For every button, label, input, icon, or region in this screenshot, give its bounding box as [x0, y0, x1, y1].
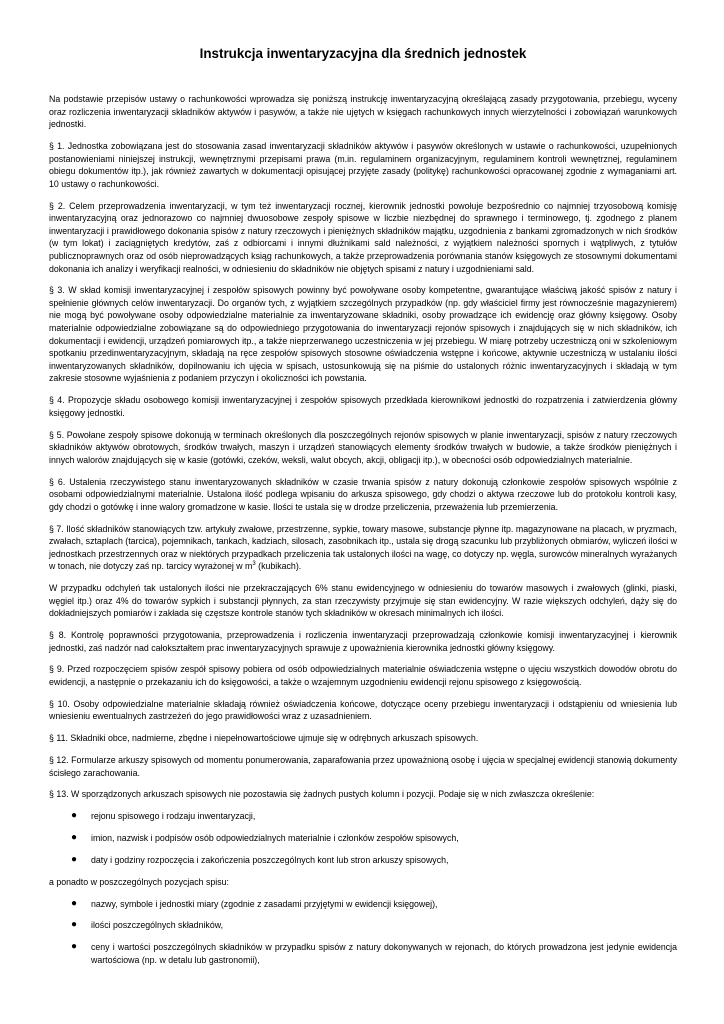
intro-paragraph: Na podstawie przepisów ustawy o rachunkowości wprowadza się poniższą instrukcję inwentaryzacyjną określającą zasady przygotowania, przebiegu, wyceny oraz rozliczenia inwentaryzacji składników aktywów i pasywów, a także nie ujętych w księgach rachunkowych innych wierzytelności i zobowiązań warunkowych jednostki. [49, 94, 677, 130]
section-11: § 11. Składniki obce, nadmierne, zbędne i niepełnowartościowe ujmuje się w odrębnych arkuszach spisowych. [49, 733, 479, 744]
list-item: ● ilości poszczególnych składników, [71, 919, 224, 931]
section-4: § 4. Propozycje składu osobowego komisji inwentaryzacyjnej i zespołów spisowych przedkłada kierownikowi jednostki do rozpatrzenia i zatwierdzenia główny księgowy jednostki. [49, 395, 677, 418]
document-title: Instrukcja inwentaryzacyjna dla średnich jednostek [199, 46, 527, 61]
list-item: ● imion, nazwisk i podpisów osób odpowiedzialnych materialnie i członków zespołów spisowych, [71, 832, 459, 844]
section-9: § 9. Przed rozpoczęciem spisów zespół spisowy pobiera od osób odpowiedzialnych materialnie oświadczenia wstępne o ujęciu wszystkich dowodów obrotu do ewidencji, a następnie o przekazaniu ich do księgowości, a także o wzajemnym uzgodnieniu ewidencji rejonu spisowego z księgowością. [49, 664, 677, 688]
cubic-superscript: 3 [252, 561, 256, 568]
section-13-list [49, 810, 677, 866]
bullet-icon: ● [71, 832, 78, 844]
section-13-continuation: a ponadto w poszczególnych pozycjach spisu: [49, 876, 229, 887]
section-6: § 6. Ustalenia rzeczywistego stanu inwentaryzowanych składników w czasie trwania spisów z natury dokonują członkowie zespołów spisowych wspólnie z osobami odpowiedzialnymi materialnie. Ustalona ilość podlega wpisaniu do arkusza spisowego, gdy chodzi o aktywa rzeczowe lub do protokołu kontroli kasy, gdy chodzi o gotówkę i inne walory gromadzone w kasie. Ilości te ustala się w drodze przeliczenia, przeważenia lub przemierzenia. [49, 476, 677, 512]
section-7-end: (kubikach). [255, 561, 302, 572]
list-item: ● rejonu spisowego i rodzaju inwentaryzacji, [71, 810, 256, 822]
section-7-text: § 7. Ilość składników stanowiących tzw. artykuły zwałowe, przestrzenne, sypkie, towary masowe, substancje płynne itp. magazynowane na placach, w pryzmach, zwałach, sztaplach (tarcica), pojemnikach, tankach, kadziach, silosach, zasobnikach itp., ustala się drogą szacunku lub przybliżonych obmiarów, wyliczeń ilości w jednostkach przestrzennych oraz w niektórych przypadkach przeliczenia tak ustalonych ilości na wagę, co dotyczy np. węgla, surowców mineralnych wyrażanych w tonach, nie dotyczy zaś np. tarcicy wyrażonej w m [49, 523, 677, 572]
bullet-icon: ● [71, 941, 78, 953]
section-5: § 5. Powołane zespoły spisowe dokonują w terminach określonych dla poszczególnych rejonów spisowych w planie inwentaryzacji, spisów z natury rzeczowych składników aktywów obrotowych, środków trwałych, maszyn i urządzeń stanowiących elementy środków trwałych w budowie, a także środków pieniężnych i innych walorów znajdujących się w kasie (gotówki, czeków, weksli, walut obcych, akcji, obligacji itp.), w obecności osób odpowiedzialnych materialnie. [49, 429, 677, 465]
section-13-position-list [49, 898, 677, 967]
section-2: § 2. Celem przeprowadzenia inwentaryzacji, w tym też inwentaryzacji rocznej, kierownik jednostki powołuje bezpośrednio co najmniej trzyosobową komisję inwentaryzacyjną oraz jednorazowo co najmniej dwuosobowe zespoły spisowe w liczbie niezbędnej do sprawnego i terminowego, tj. zgodnego z planem inwentaryzacji i prawidłowego dokonania spisów z natury rzeczowych i pieniężnych składników majątku, uzgodnienia z bankami zgromadzonych w nich środków (w tym lokat) i zaciągniętych kredytów, zaś z odbiorcami i innymi dłużnikami sald należności, z wyjątkiem należności spornych i wątpliwych, z tytułów publicznoprawnych oraz od osób nieprowadzących ksiąg rachunkowych, a także przeprowadzenia porównania stanów księgowych ze stosownymi dokumentami dokonania ich analizy i weryfikacji realności, w odniesieniu do składników nie objętych spisami z natury i uzgodnieniami sald. [49, 200, 677, 274]
section-8: § 8. Kontrolę poprawności przygotowania, przeprowadzenia i rozliczenia inwentaryzacji przeprowadzają członkowie komisji inwentaryzacyjnej i kierownik jednostki, zaś nadzór nad całokształtem prac inwentaryzacyjnych sprawuje z upoważnienia kierownika jednostki główny księgowy. [49, 630, 677, 653]
section-7-deviation: W przypadku odchyleń tak ustalonych ilości nie przekraczających 6% stanu ewidencyjnego w odniesieniu do towarów masowych i zwałowych (glinki, piaski, węgiel itp.) oraz 4% do towarów sypkich i substancji płynnych, za stan rzeczywisty przyjmuje się stan ewidencyjny. W razie większych odchyleń, dąży się do dokładniejszych pomiarów i zakłada się częstsze kontrole stanów tych składników w okresach minimalnych ich ilości. [49, 583, 677, 619]
document-page [49, 46, 677, 976]
bullet-icon: ● [71, 853, 78, 865]
section-10: § 10. Osoby odpowiedzialne materialnie składają również oświadczenia końcowe, dotyczące oceny przebiegu inwentaryzacji i odstąpieniu od wniesienia lub wniesieniu ewentualnych zastrzeżeń do jego prawidłowości wraz z uzasadnieniem. [49, 698, 677, 722]
bullet-icon: ● [71, 897, 78, 909]
section-12: § 12. Formularze arkuszy spisowych od momentu ponumerowania, zaparafowania przez upoważnioną osobę i ujęcia w specjalnej ewidencji stanowią dokumenty ścisłego zarachowania. [49, 754, 677, 778]
list-item: ● ceny i wartości poszczególnych składników w przypadku spisów z natury dokonywanych w rejonach, do których prowadzona jest jedynie ewidencja wartościowa (np. w detalu lub gastronomii), [71, 941, 677, 965]
bullet-icon: ● [71, 919, 78, 931]
section-13: § 13. W sporządzonych arkuszach spisowych nie pozostawia się żadnych pustych kolumn i pozycji. Podaje się w nich zwłaszcza określenie: [49, 789, 595, 800]
list-item: ● nazwy, symbole i jednostki miary (zgodnie z zasadami przyjętymi w ewidencji księgowej), [71, 897, 438, 909]
bullet-icon: ● [71, 810, 78, 822]
section-7 [49, 523, 677, 573]
section-1: § 1. Jednostka zobowiązana jest do stosowania zasad inwentaryzacji składników aktywów i pasywów określonych w ustawie o rachunkowości, uzupełnionych postanowieniami niniejszej instrukcji, wewnętrznymi przepisami prawa (m.in. regulaminem organizacyjnym, regulaminem kontroli wewnętrznej, regulaminem obiegu dokumentów itp.), jak również zawartych w dokumentacji opisującej przyjęte zasady (politykę) rachunkowości opracowanej zgodnie z wymaganiami art. 10 ustawy o rachunkowości. [49, 140, 677, 189]
section-3: § 3. W skład komisji inwentaryzacyjnej i zespołów spisowych powinny być powoływane osoby kompetentne, gwarantujące właściwą jakość spisów z natury i spełnienie głównych celów inwentaryzacji. Do organów tych, z wyjątkiem szczególnych przypadków (np. gdy właściciel firmy jest równocześnie magazynierem) nie mogą być powoływane osoby odpowiedzialne materialnie za inwentaryzowane składniki, osoby prowadzące ich ewidencję oraz główny księgowy. Osoby materialnie odpowiedzialne zobowiązane są do odpowiedniego przygotowania do inwentaryzacji rejonów spisowych i znajdujących się w nich składników, ich dokumentacji i ewidencji, urządzeń pomiarowych itp., a także nieprzerwanego uczestniczenia w jej przebiegu. W miarę potrzeby uczestniczą oni w szkoleniowym spotkaniu przedinwentaryzacyjnym, składają na ręce zespołów spisowych stosowne oświadczenia wstępne i końcowe, aktywnie uczestniczą w ustalaniu ilości inwentaryzowanych składników, dopilnowaniu ich ujęcia w spisach, ustosunkowują się na piśmie do ustalonych różnic inwentaryzacyjnych i składają w tym zakresie stosowne wyjaśnienia z podaniem przyczyn i okoliczności ich powstania. [49, 285, 677, 384]
list-item: ● daty i godziny rozpoczęcia i zakończenia poszczególnych kont lub stron arkuszy spisowych, [71, 853, 449, 865]
